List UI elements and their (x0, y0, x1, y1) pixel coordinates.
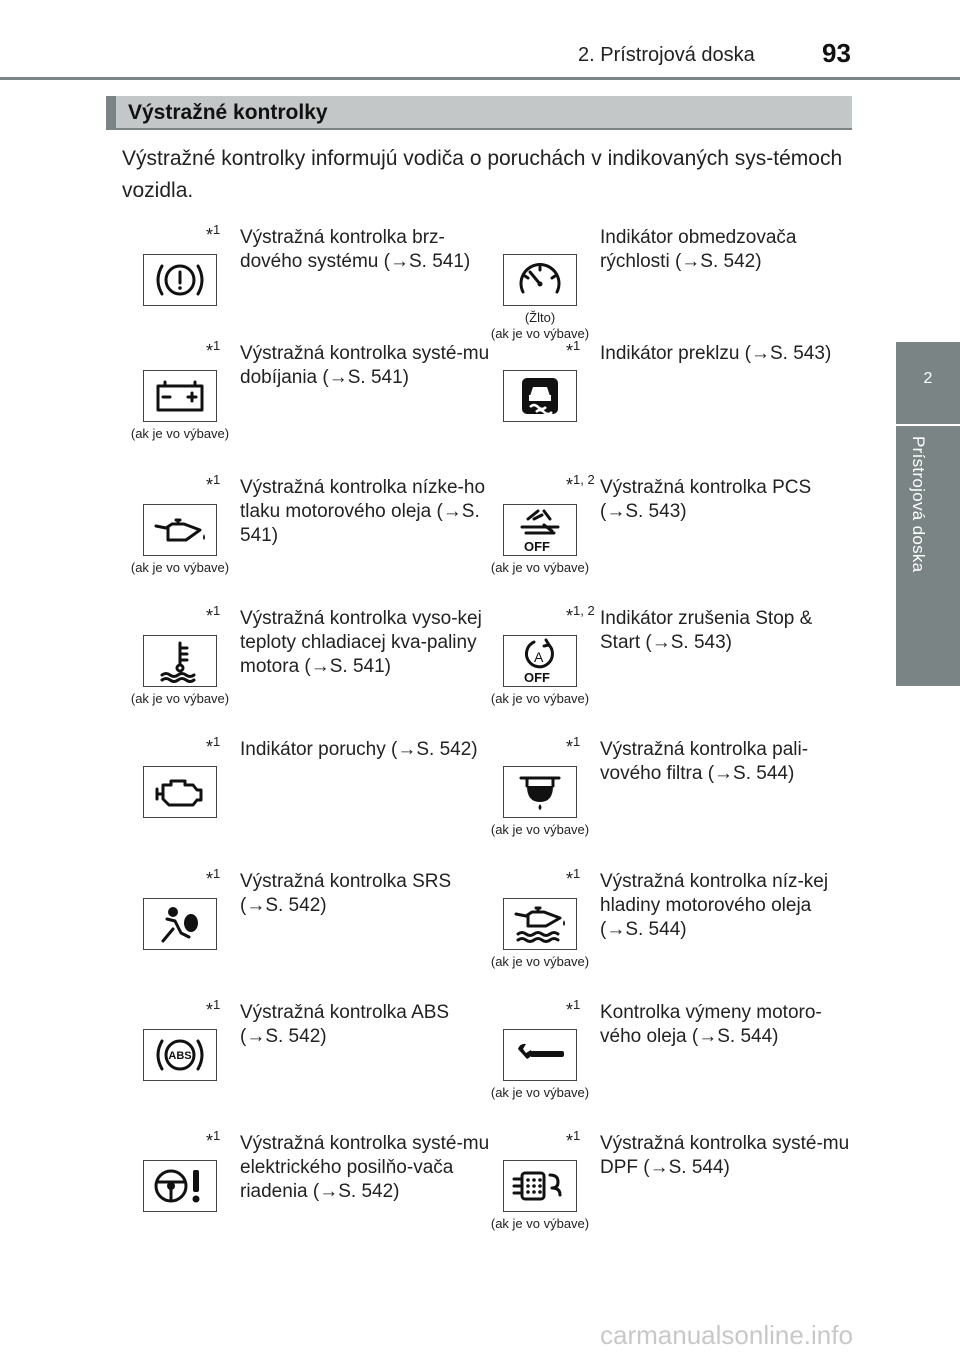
footnote-marker: *$^1$ (566, 1128, 581, 1151)
power-steering-icon (143, 1160, 217, 1212)
check-engine-icon (143, 766, 217, 818)
footnote-marker: *$^1$ (566, 338, 581, 361)
speed-limiter-icon (503, 254, 577, 306)
indicator-entry (490, 997, 860, 1125)
indicator-entry (490, 603, 860, 731)
availability-note: (ak je vo výbave) (130, 560, 230, 575)
brake-warning-icon (143, 254, 217, 306)
footnote-marker: *$^1$ (206, 997, 221, 1020)
indicator-entry (140, 866, 500, 994)
indicator-description: Výstražná kontrolka nízke-ho tlaku motorového oleja (→S. 541) (240, 477, 486, 546)
footnote-marker: *$^{1, 2}$ (566, 603, 595, 626)
page-number: 93 (822, 38, 851, 68)
indicator-description: Výstražná kontrolka níz-kej hladiny motorového oleja (→S. 544) (600, 871, 829, 940)
coolant-temp-icon (143, 635, 217, 687)
footnote-marker: *$^1$ (206, 603, 221, 626)
footnote-marker: *$^1$ (206, 866, 221, 889)
indicator-entry (130, 603, 500, 731)
indicator-entry (140, 734, 500, 862)
section-heading (106, 96, 852, 130)
availability-note: (ak je vo výbave) (490, 691, 590, 706)
indicator-entry (130, 472, 500, 600)
indicator-entry (140, 997, 500, 1125)
indicator-description: Výstražná kontrolka vyso-kej teploty chladiacej kva-paliny motora (→S. 541) (240, 608, 482, 677)
indicator-entry (490, 734, 860, 862)
availability-note: (ak je vo výbave) (130, 426, 230, 441)
indicator-description: Výstražná kontrolka systé-mu elektrického posilňo-vača riadenia (→S. 542) (240, 1133, 490, 1202)
indicator-entry (490, 222, 860, 350)
stop-start-off-icon (503, 635, 577, 687)
footnote-marker: *$^1$ (206, 1128, 221, 1151)
indicator-entry (490, 1128, 860, 1256)
indicator-entry (500, 338, 860, 466)
battery-charging-icon (143, 370, 217, 422)
chapter-title: 2. Prístrojová doska (578, 44, 755, 66)
oil-change-wrench-icon (503, 1029, 577, 1081)
oil-pressure-icon (143, 504, 217, 556)
indicator-description: Indikátor preklzu (→S. 543) (600, 343, 832, 364)
intro-paragraph: Výstražné kontrolky informujú vodiča o poruchách v indikovaných sys-témoch vozidla. (122, 147, 843, 202)
availability-note: (ak je vo výbave) (490, 1216, 590, 1231)
availability-note: (ak je vo výbave) (490, 560, 590, 575)
indicator-entry (490, 472, 860, 600)
footnote-marker: *$^1$ (206, 472, 221, 495)
indicator-description: Výstražná kontrolka pali-vového filtra (→S. 544) (600, 739, 809, 784)
indicator-description: Výstražná kontrolka SRS (→S. 542) (240, 871, 452, 916)
indicator-description: Indikátor zrušenia Stop & Start (→S. 543) (600, 608, 813, 653)
indicator-description: Výstražná kontrolka brz-dového systému (→S. 541) (240, 227, 471, 272)
svg-text:A: A (534, 649, 544, 665)
indicator-entry (140, 1128, 500, 1256)
watermark: carmanualsonline.info (600, 1320, 853, 1350)
svg-text:OFF: OFF (524, 539, 550, 553)
pcs-off-icon (503, 504, 577, 556)
footnote-marker: *$^1$ (206, 222, 221, 245)
availability-note: (ak je vo výbave) (490, 1085, 590, 1100)
footnote-marker: *$^1$ (566, 734, 581, 757)
slip-indicator-icon (503, 370, 577, 422)
availability-note: (ak je vo výbave) (490, 822, 590, 837)
indicator-description: Kontrolka výmeny motoro-vého oleja (→S. 544) (600, 1002, 822, 1047)
abs-warning-icon (143, 1029, 217, 1081)
fuel-filter-icon (503, 766, 577, 818)
chapter-tab-label: Prístrojová doska (909, 436, 928, 573)
low-oil-level-icon (503, 898, 577, 950)
dpf-system-icon (503, 1160, 577, 1212)
availability-note: (ak je vo výbave) (490, 954, 590, 969)
footnote-marker: *$^1$ (206, 734, 221, 757)
footnote-marker: *$^1$ (566, 997, 581, 1020)
indicator-description: Výstražná kontrolka ABS (→S. 542) (240, 1002, 450, 1047)
indicator-entry (490, 866, 860, 994)
availability-note: (Žlto) (ak je vo výbave) (490, 310, 590, 341)
chapter-tab-label-box (896, 426, 960, 686)
indicator-description: Výstražná kontrolka systé-mu dobíjania (→S. 541) (240, 343, 490, 388)
footnote-marker: *$^{1, 2}$ (566, 472, 595, 495)
header-divider (0, 77, 960, 80)
svg-text:OFF: OFF (524, 670, 550, 684)
indicator-entry (130, 338, 500, 466)
footnote-marker: *$^1$ (566, 866, 581, 889)
srs-airbag-icon (143, 898, 217, 950)
section-title: Výstražné kontrolky (128, 101, 328, 124)
indicator-description: Výstražná kontrolka PCS (→S. 543) (600, 477, 812, 522)
chapter-tab-number: 2 (923, 370, 933, 387)
availability-note: (ak je vo výbave) (130, 691, 230, 706)
indicator-description: Indikátor poruchy (→S. 542) (240, 739, 478, 760)
footnote-marker: *$^1$ (206, 338, 221, 361)
indicator-description: Indikátor obmedzovača rýchlosti (→S. 542) (600, 227, 797, 272)
svg-text:ABS: ABS (168, 1050, 192, 1062)
indicator-entry (140, 222, 500, 350)
indicator-description: Výstražná kontrolka systé-mu DPF (→S. 544) (600, 1133, 850, 1178)
